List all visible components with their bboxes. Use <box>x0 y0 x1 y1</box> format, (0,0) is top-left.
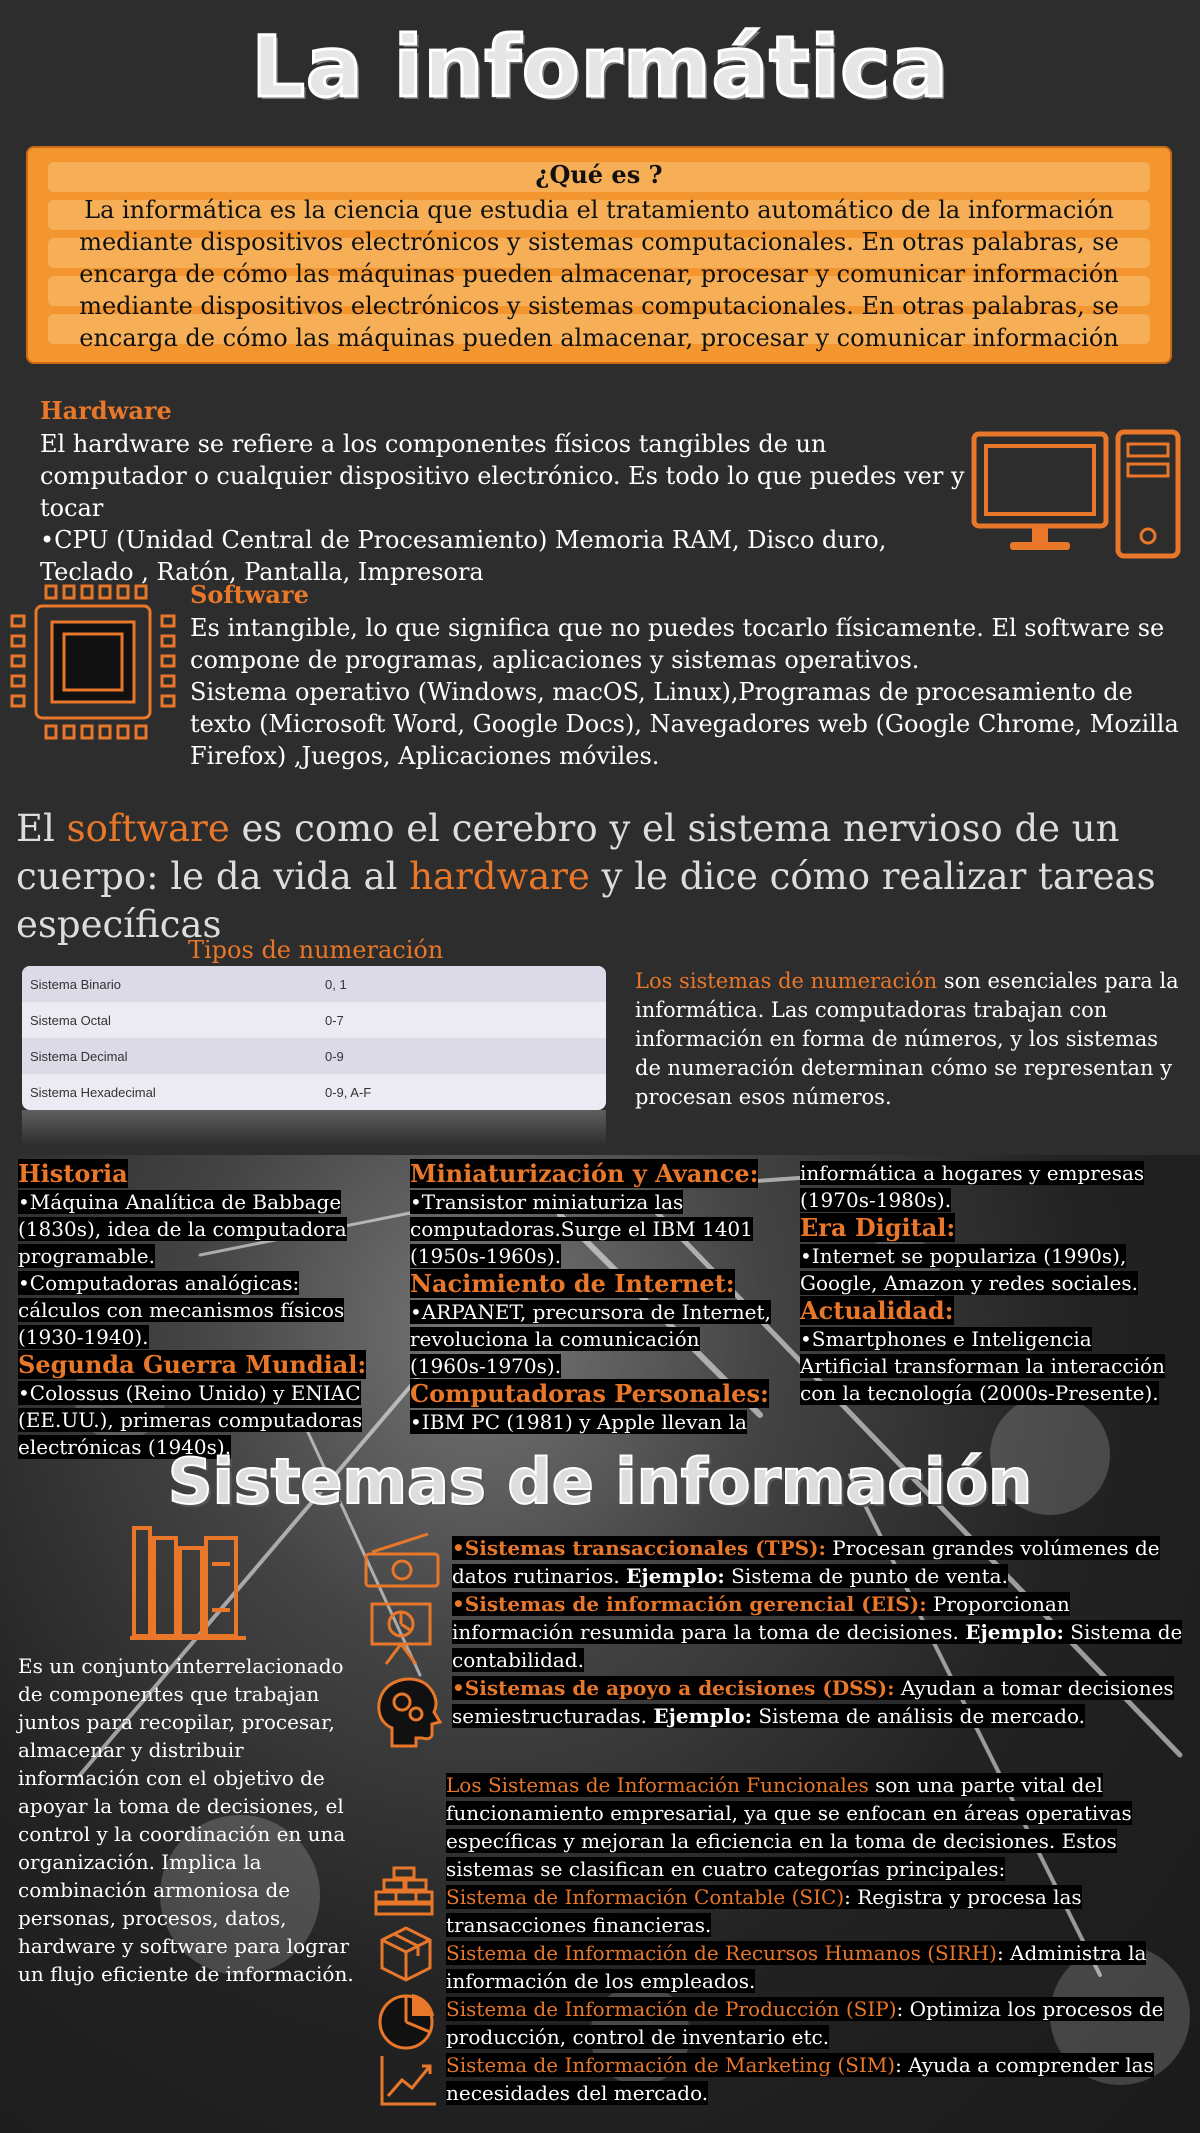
software-title: Software <box>190 580 309 609</box>
software-description: Es intangible, lo que significa que no puedes tocarlo físicamente. El software se compone de programas, aplicaciones y sistemas operativos. <box>190 614 1165 674</box>
hardware-description: El hardware se refiere a los componentes físicos tangibles de un computador o cualquier dispositivo electrónico. Es todo lo que puedes ver y tocar <box>40 430 965 522</box>
hardware-text <box>40 428 970 588</box>
table-row <box>22 1074 606 1110</box>
historia-heading: Segunda Guerra Mundial: <box>18 1350 367 1379</box>
quote-highlight-software: software <box>66 807 230 850</box>
ejemplo-text: Sistema de contabilidad. <box>452 1620 1183 1672</box>
sistema-type-title: •Sistemas de apoyo a decisiones (DSS): <box>452 1676 895 1700</box>
funcional-text: : Administra la información de los empleados. <box>446 1941 1147 1993</box>
sistema-type-text: Procesan grandes volúmenes de datos rutinarios. <box>452 1536 1160 1588</box>
sistemas-description: Es un conjunto interrelacionado de componentes que trabajan juntos para recopilar, procesar, almacenar y distribuir información con el objetivo de apoyar la toma de decisiones, el control y la coordinación en una organización. Implica la combinación armoniosa de personas, procesos, datos, hardware y software para lograr un flujo eficiente de información. <box>18 1654 354 1986</box>
historia-heading: Era Digital: <box>800 1213 956 1242</box>
funcionales-highlight: Los Sistemas de Información Funcionales <box>446 1773 869 1797</box>
quote-part: es como el cerebro y el sistema nervioso de un cuerpo: le da vida al <box>16 807 1120 898</box>
table-cell: Sistema Octal <box>30 1012 111 1028</box>
chip-icon <box>8 582 178 742</box>
quote-part: y le dice cómo realizar tareas específicas <box>16 855 1156 946</box>
box-icon <box>376 1924 436 1984</box>
historia-text: •Computadoras analógicas: cálculos con mecanismos físicos (1930-1940). <box>18 1271 345 1349</box>
table-row <box>22 1002 606 1038</box>
ejemplo-text: Sistema de punto de venta. <box>724 1564 1008 1588</box>
ejemplo-text: Sistema de análisis de mercado. <box>752 1704 1085 1728</box>
books-icon <box>128 1524 248 1644</box>
funcional-name: Sistema de Información de Recursos Humanos (SIRH) <box>446 1941 997 1965</box>
historia-column-2 <box>410 1160 778 1436</box>
line-chart-icon <box>378 2052 440 2108</box>
sistema-type-title: •Sistemas transaccionales (TPS): <box>452 1536 826 1560</box>
quote-part: El <box>16 807 67 850</box>
table-row <box>22 1038 606 1074</box>
sistema-type-text: Ayudan a tomar decisiones semiestructuradas. <box>452 1676 1174 1728</box>
table-cell: Sistema Binario <box>30 976 122 992</box>
historia-heading: Computadoras Personales: <box>410 1379 769 1408</box>
historia-text: •Internet se populariza (1990s), Google, Amazon y redes sociales. <box>800 1244 1138 1295</box>
table-cell: 0-7 <box>325 1012 344 1028</box>
funcional-name: Sistema de Información de Marketing (SIM) <box>446 2053 896 2077</box>
que-es-heading: ¿Qué es ? <box>535 160 663 189</box>
sistema-tps <box>452 1536 1160 1588</box>
historia-heading: Actualidad: <box>800 1296 954 1325</box>
table-cell: 0, 1 <box>325 976 347 992</box>
funcional-name: Sistema de Información de Producción (SIP) <box>446 1997 897 2021</box>
quote-highlight-hardware: hardware <box>409 855 590 898</box>
funcional-text: : Optimiza los procesos de producción, control de inventario etc. <box>446 1997 1164 2049</box>
funcional-item <box>446 2053 1154 2105</box>
funcional-text: : Registra y procesa las transacciones financieras. <box>446 1885 1082 1937</box>
sistemas-title: Sistemas de información <box>167 1445 1033 1518</box>
sistemas-funcionales <box>446 1771 1186 2107</box>
sistema-dss <box>452 1676 1174 1728</box>
historia-text: •Máquina Analítica de Babbage (1830s), idea de la computadora programable. <box>18 1190 347 1268</box>
ejemplo-label: Ejemplo: <box>965 1620 1064 1644</box>
hardware-items: •CPU (Unidad Central de Procesamiento) Memoria RAM, Disco duro, Teclado , Ratón, Pantalla, Impresora <box>40 526 887 586</box>
table-cell: Sistema Hexadecimal <box>30 1084 156 1100</box>
historia-text: •Smartphones e Inteligencia Artificial transforman la interacción con la tecnología (2000s-Presente). <box>800 1327 1165 1405</box>
funcional-item <box>446 1997 1164 2049</box>
numeracion-highlight: Los sistemas de numeración <box>635 969 938 993</box>
software-text <box>190 612 1180 772</box>
numeracion-text <box>635 967 1180 1112</box>
sistema-type-title: •Sistemas de información gerencial (EIS): <box>452 1592 927 1616</box>
numeracion-table <box>22 966 606 1110</box>
sistema-type-text: Proporcionan información resumida para la toma de decisiones. <box>452 1592 1070 1644</box>
historia-text: informática a hogares y empresas (1970s-1980s). <box>800 1161 1145 1212</box>
historia-text: •ARPANET, precursora de Internet, revoluciona la comunicación (1960s-1970s). <box>410 1300 771 1378</box>
funcional-name: Sistema de Información Contable (SIC) <box>446 1885 845 1909</box>
ejemplo-label: Ejemplo: <box>626 1564 725 1588</box>
funcional-text: : Ayuda a comprender las necesidades del mercado. <box>446 2053 1154 2105</box>
table-row <box>22 966 606 1002</box>
pie-chart-icon <box>376 1990 438 2052</box>
historia-text: •IBM PC (1981) y Apple llevan la <box>410 1410 747 1434</box>
table-cell: Sistema Decimal <box>30 1048 128 1064</box>
ejemplo-label: Ejemplo: <box>653 1704 753 1728</box>
historia-heading: Miniaturización y Avance: <box>410 1159 759 1188</box>
page-title: La informática <box>251 18 949 116</box>
historia-column-1 <box>18 1160 378 1461</box>
funcionales-intro <box>446 1773 1132 1881</box>
historia-column-3 <box>800 1160 1180 1407</box>
numeracion-description: son esenciales para la informática. Las computadoras trabajan con información en forma de números, y los sistemas de numeración determinan cómo se representan y procesan esos números. <box>635 969 1179 1109</box>
hardware-title: Hardware <box>40 396 172 425</box>
funcionales-text: son una parte vital del funcionamiento empresarial, ya que se enfocan en áreas operativas específicas y mejoran la eficiencia en la toma de decisiones. Estos sistemas se clasifican en cuatro categorías principales: <box>446 1773 1132 1881</box>
historia-text: •Transistor miniaturiza las computadoras.Surge el IBM 1401 (1950s-1960s). <box>410 1190 753 1268</box>
funcional-item <box>446 1941 1146 1993</box>
funcional-item <box>446 1885 1082 1937</box>
table-cell: 0-9, A-F <box>325 1084 372 1100</box>
numeracion-title: Tipos de numeración <box>188 936 444 964</box>
historia-text: •Colossus (Reino Unido) y ENIAC (EE.UU.), primeras computadoras electrónicas (1940s). <box>18 1381 363 1459</box>
software-hardware-quote <box>16 805 1196 949</box>
que-es-box <box>26 146 1172 364</box>
sistema-eis <box>452 1592 1182 1672</box>
table-reflection <box>22 1110 606 1146</box>
head-gears-icon <box>372 1672 442 1748</box>
coins-icon <box>372 1864 436 1918</box>
historia-heading: Historia <box>18 1159 128 1188</box>
table-cell: 0-9 <box>325 1048 344 1064</box>
historia-heading: Nacimiento de Internet: <box>410 1269 735 1298</box>
sistemas-types <box>452 1534 1187 1730</box>
computer-icon <box>970 428 1182 560</box>
que-es-text: La informática es la ciencia que estudia el tratamiento automático de la información mediante dispositivos electrónicos y sistemas computacionales. En otras palabras, se encarga de cómo las máquinas pueden almacenar, procesar y comunicar información mediante dispositivos electrónicos y sistemas computacionales. En otras palabras, se encarga de cómo las máquinas pueden almacenar, procesar y comunicar información <box>79 196 1119 352</box>
software-items: Sistema operativo (Windows, macOS, Linux),Programas de procesamiento de texto (Microsoft Word, Google Docs), Navegadores web (Google Chrome, Mozilla Firefox) ,Juegos, Aplicaciones móviles. <box>190 678 1179 770</box>
presentation-icon <box>366 1598 436 1668</box>
money-icon <box>362 1530 442 1590</box>
